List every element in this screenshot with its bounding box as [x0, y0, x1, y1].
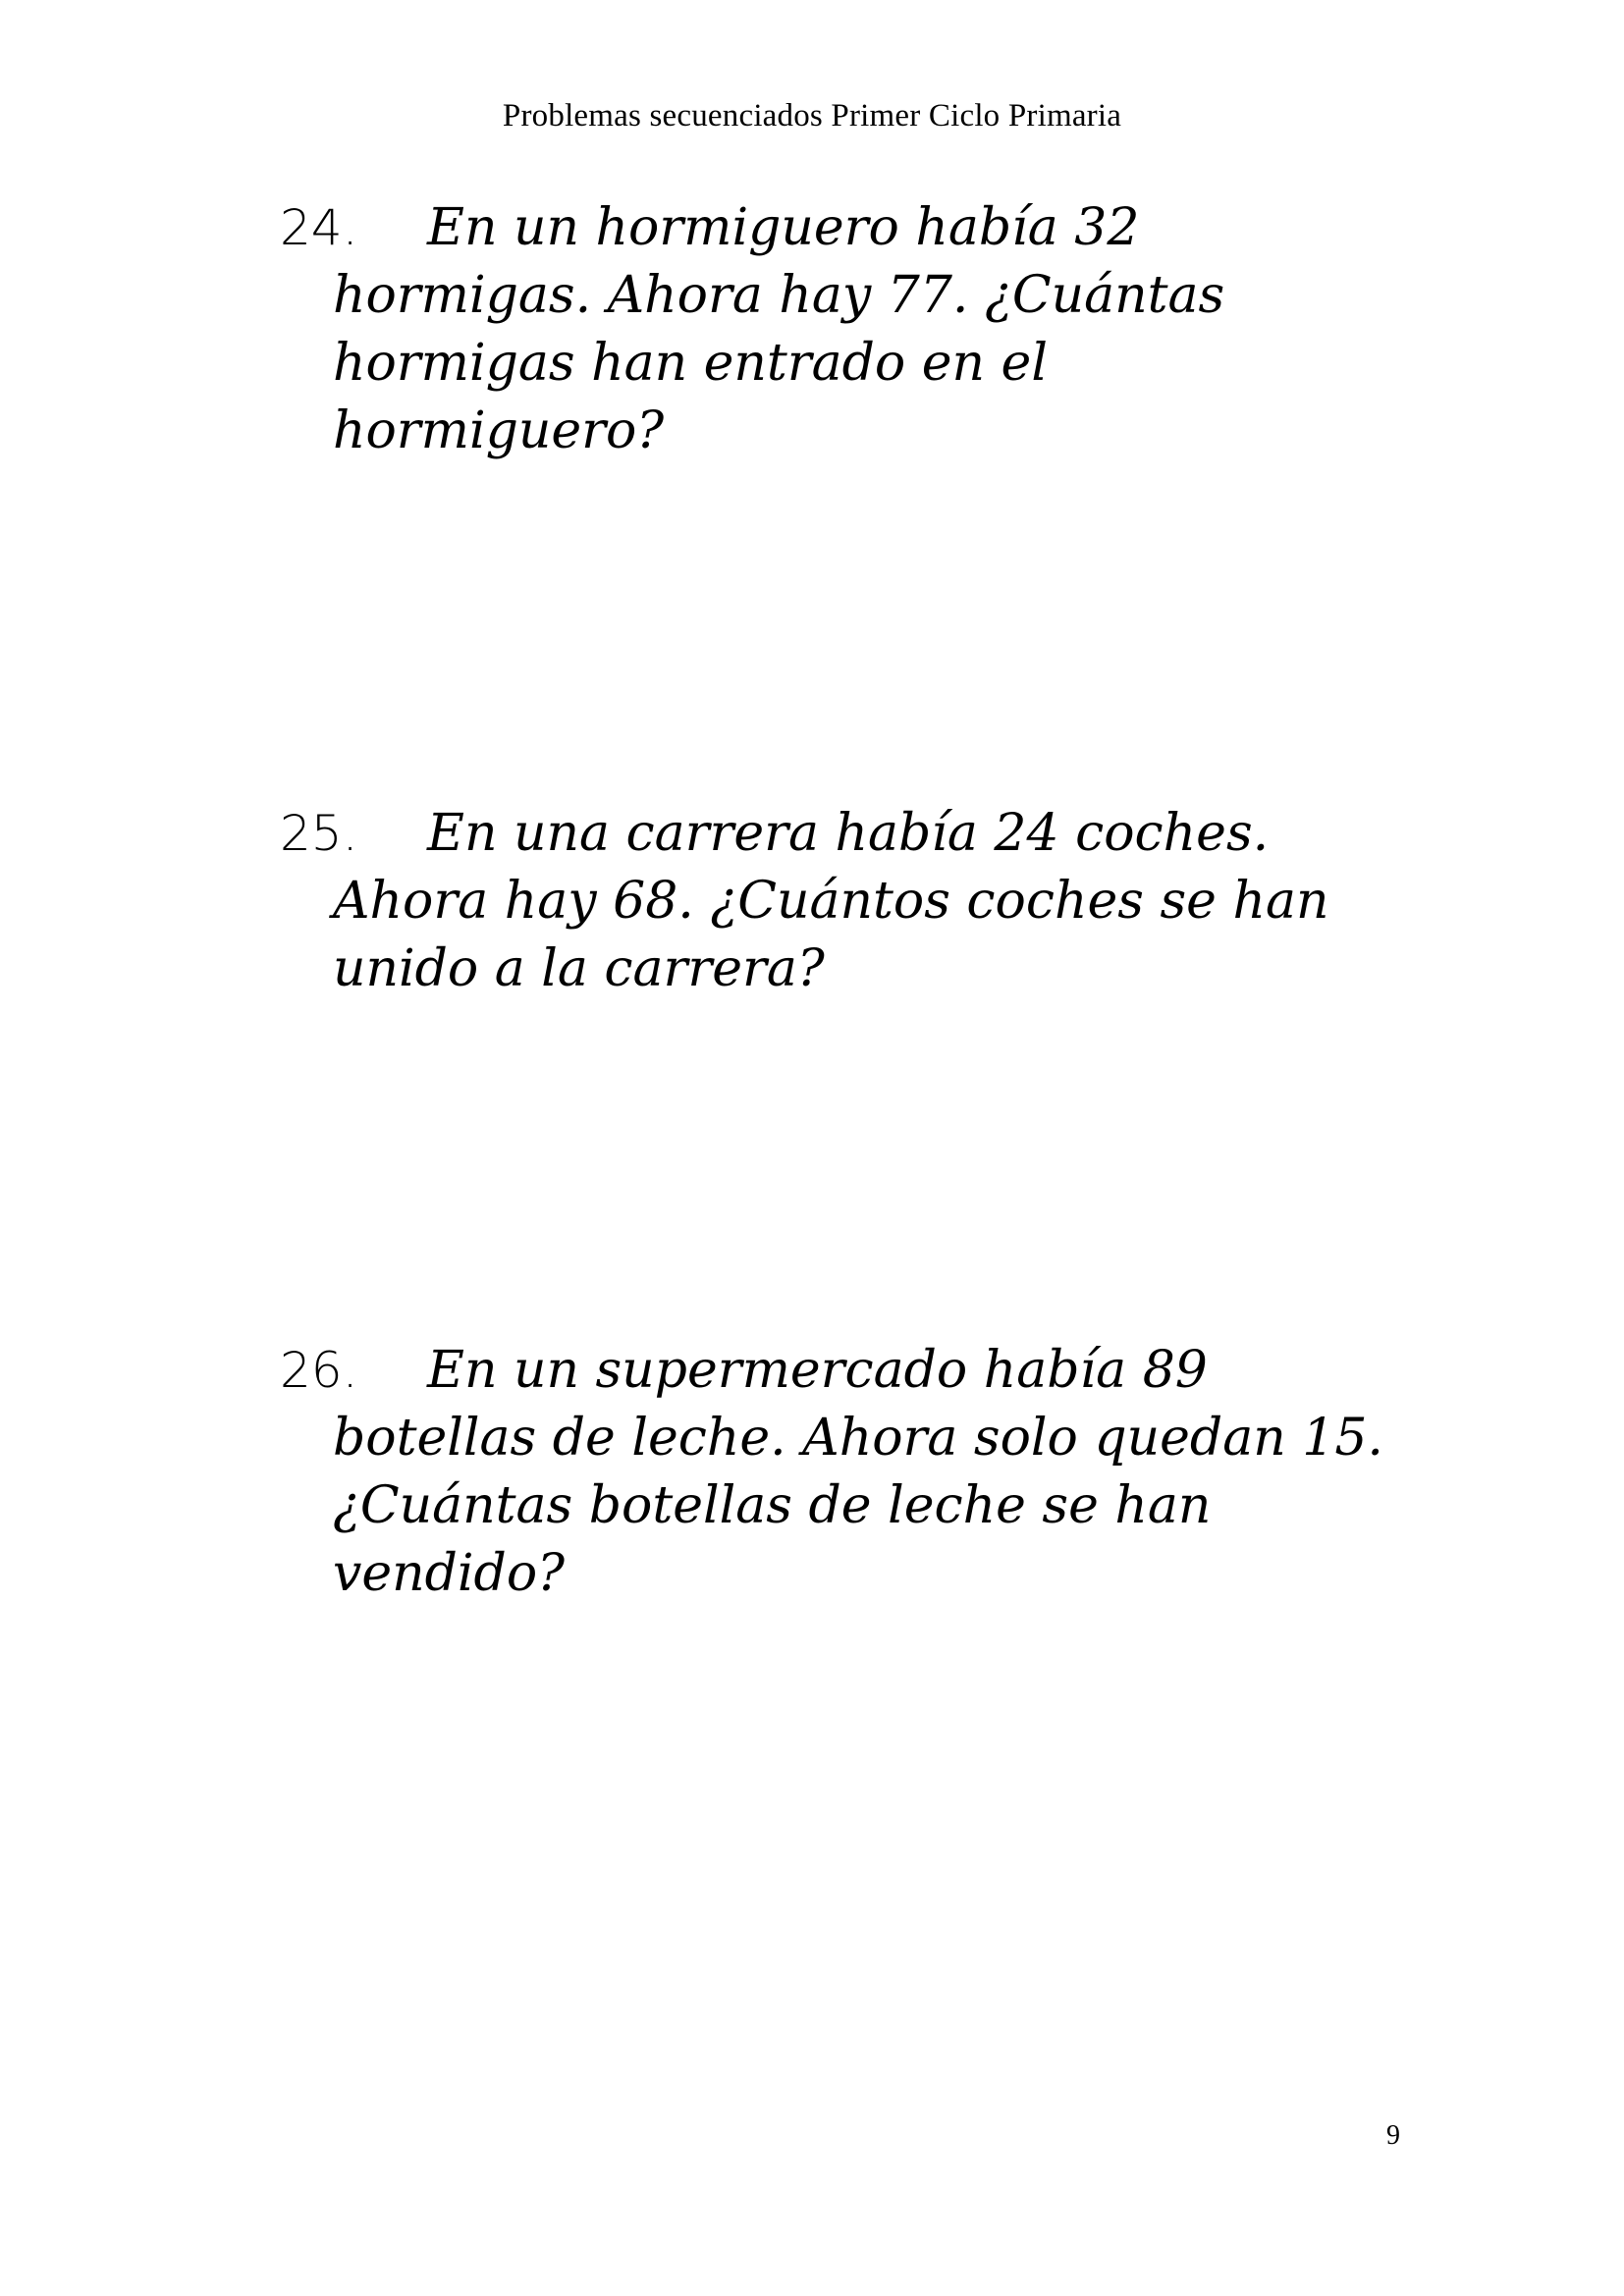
problem-text-line: vendido? [333, 1544, 566, 1603]
problem-25 [280, 800, 1380, 1003]
problem-first-line [280, 1337, 1380, 1405]
problem-26 [280, 1337, 1383, 1608]
problem-text-line: hormigas han entrado en el [333, 334, 1048, 393]
page-number: 9 [1386, 2120, 1400, 2151]
problem-text-line: En un supermercado había 89 [427, 1341, 1208, 1400]
problem-number: 25. [280, 805, 358, 862]
problem-text-line: hormiguero? [333, 401, 665, 460]
problem-first-line [280, 800, 1380, 868]
problem-text-line: botellas de leche. Ahora solo quedan 15. [333, 1409, 1383, 1468]
problem-text-line: ¿Cuántas botellas de leche se han [333, 1476, 1212, 1535]
problem-24 [280, 194, 1380, 465]
running-header: Problemas secuenciados Primer Ciclo Primaria [502, 98, 1122, 133]
problem-number: 26. [280, 1342, 358, 1399]
problem-number: 24. [280, 199, 358, 256]
problem-first-line [280, 194, 1380, 262]
problem-text-line: Ahora hay 68. ¿Cuántos coches se han [333, 872, 1329, 931]
problem-text-line: En un hormiguero había 32 [427, 198, 1140, 257]
problem-text-line: hormigas. Ahora hay 77. ¿Cuántas [333, 266, 1225, 325]
problem-text-line: unido a la carrera? [333, 939, 825, 998]
problem-text-line: En una carrera había 24 coches. [427, 804, 1270, 863]
